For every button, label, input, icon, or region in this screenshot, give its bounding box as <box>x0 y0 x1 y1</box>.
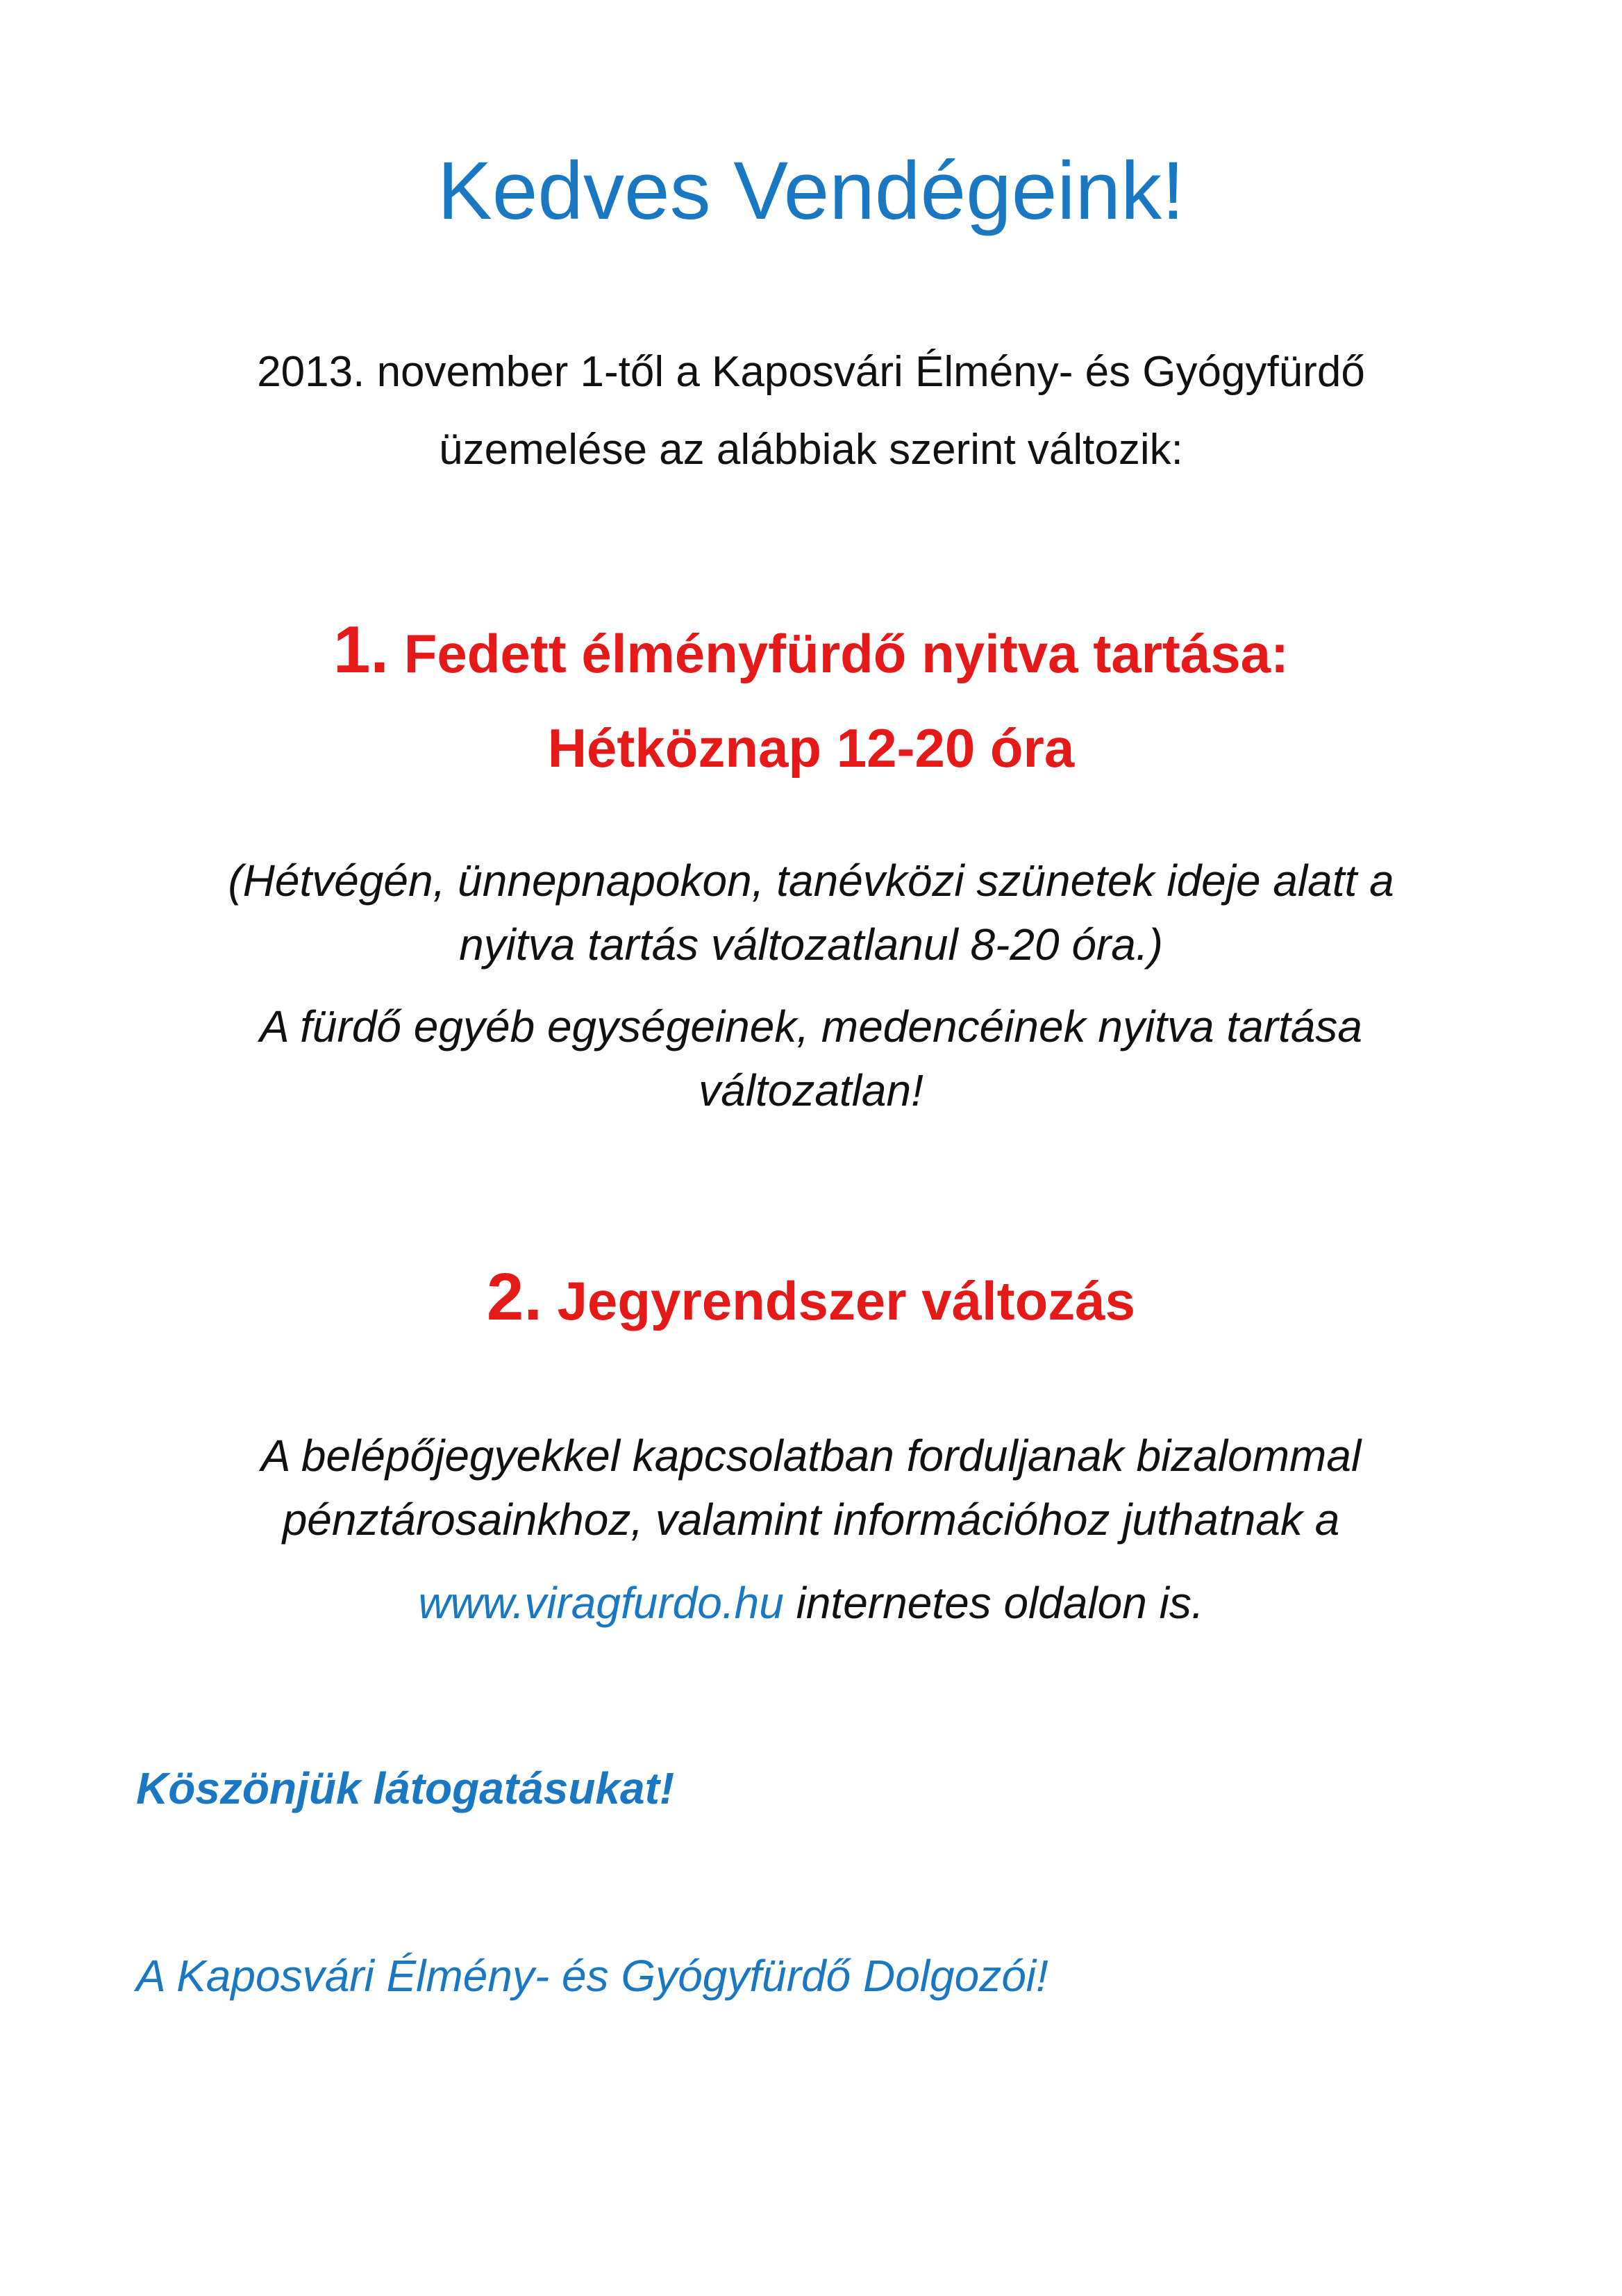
section-1-note-line-2: nyitva tartás változatlanul 8-20 óra.) <box>459 920 1163 970</box>
thanks-message: Köszönjük látogatásukat! <box>136 1763 675 1813</box>
section-1-other-units <box>139 995 1483 1122</box>
signature: A Kaposvári Élmény- és Gyógyfürdő Dolgozói! <box>136 1951 1048 2001</box>
section-2-text-line-1: A belépőjegyekkel kapcsolatban forduljanak bizalommal <box>260 1431 1362 1481</box>
section-2-text <box>139 1424 1483 1635</box>
section-2-text-line-3 <box>139 1571 1483 1635</box>
page-title: Kedves Vendégeink! <box>437 145 1185 237</box>
section-1-other-line-2: változatlan! <box>699 1065 923 1115</box>
section-1-heading-line-1 <box>139 603 1483 701</box>
section-2-number: 2. <box>486 1260 542 1334</box>
section-1-title: Fedett élményfürdő nyitva tartása: <box>403 623 1289 684</box>
section-1-other-line-1: A fürdő egyéb egységeinek, medencéinek nyitva tartása <box>260 1001 1362 1051</box>
section-1-hours: Hétköznap 12-20 óra <box>547 717 1075 779</box>
intro-line-2: üzemelése az alábbiak szerint változik: <box>439 426 1183 474</box>
website-link[interactable]: www.viragfurdo.hu <box>418 1578 784 1628</box>
section-2-text-line-2: pénztárosainkhoz, valamint információhoz juthatnak a <box>282 1495 1340 1545</box>
intro-line-1: 2013. november 1-től a Kaposvári Élmény- és Gyógyfürdő <box>257 348 1365 396</box>
intro-paragraph <box>139 333 1483 489</box>
section-2-title: Jegyrendszer változás <box>557 1270 1136 1331</box>
section-1-number: 1. <box>333 613 390 687</box>
section-1-heading <box>139 603 1483 795</box>
section-1-note <box>139 849 1483 976</box>
section-2-text-line-3-tail: internetes oldalon is. <box>783 1578 1204 1628</box>
section-2-heading <box>139 1250 1483 1348</box>
section-1-note-line-1: (Hétvégén, ünnepnapokon, tanévközi szünetek ideje alatt a <box>228 856 1394 906</box>
